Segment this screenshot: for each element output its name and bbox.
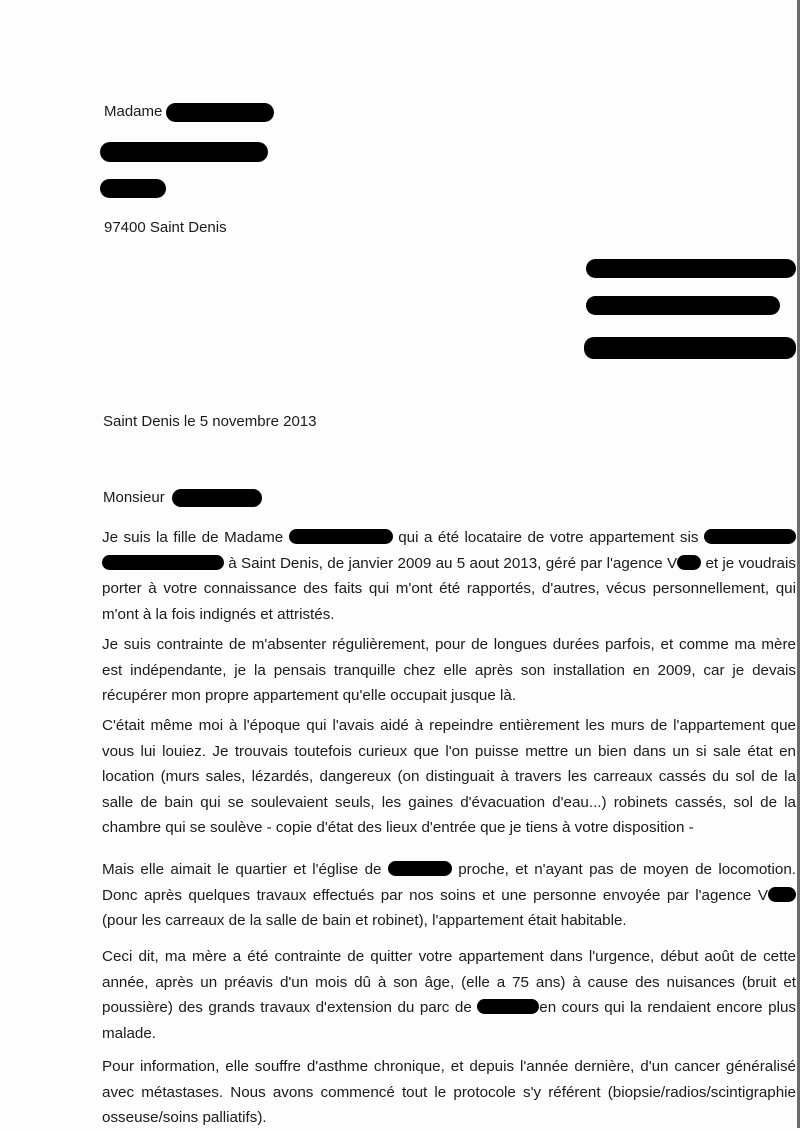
redacted-recipient-street: [586, 296, 780, 315]
redacted-recipient-surname: [172, 489, 262, 507]
paragraph-4-text-a: Mais elle aimait le quartier et l'église de: [102, 861, 382, 878]
paragraph-4-text-b: proche, et n'ayant pas de moyen de locomotion. Donc après quelques travaux effectués par nos soins et une personne envoyée par l'agence V: [102, 861, 796, 904]
paragraph-3: C'était même moi à l'époque qui l'avais aidé à repeindre entièrement les murs de l'appartement que vous lui louiez. Je trouvais toutefois curieux que l'on puisse mettre un bien dans un si sale état en location (murs sales, lézardés, dangereux (on distinguait à travers les carreaux cassés du sol de la salle de bain qui se soulevaient seuls, les gaines d'évacuation d'eau...) robinets cassés, sol de la chambre qui se soulève - copie d'état des lieux d'entrée que je tiens à votre disposition -: [102, 717, 796, 836]
paragraph-6: Pour information, elle souffre d'asthme chronique, et depuis l'année dernière, d'un cancer généralisé avec métastases. Nous avons commencé tout le protocole s'y référent (biopsie/radios/scintigraphie osseuse/soins palliatifs).: [102, 1058, 796, 1126]
salutation: Monsieur: [103, 489, 165, 506]
redacted-recipient-city: [584, 337, 796, 359]
paragraph-5: [102, 944, 796, 1046]
paragraph-1: [102, 525, 796, 627]
paragraph-2: Je suis contrainte de m'absenter régulièrement, pour de longues durées parfois, et comme ma mère est indépendante, je la pensais tranquille chez elle après son installation en 2009, car je devais récupérer mon propre appartement qu'elle occupait jusque là.: [102, 636, 796, 704]
redacted-agency-name-2: [768, 887, 796, 902]
paragraph-1-text-c: à Saint Denis, de janvier 2009 au 5 aout 2013, géré par l'agence V: [228, 554, 678, 572]
paragraph-5-text-b: en cours qui la rendaient encore plus malade.: [102, 999, 796, 1042]
redacted-mother-name: [289, 529, 393, 544]
paragraph-1-text-a: Je suis la fille de Madame: [102, 529, 284, 546]
redacted-sender-street: [100, 142, 268, 162]
paragraph-1-text-b: qui a été locataire de votre appartement sis: [398, 529, 699, 546]
redacted-street-name: [102, 555, 224, 570]
paragraph-5-text-a: Ceci dit, ma mère a été contrainte de quitter votre appartement dans l'urgence, début août de cette année, après un préavis d'un mois dû à son âge, (elle a 75 ans) à cause des nuisances (bruit et poussière) des grands travaux d'extension du parc de: [102, 948, 796, 1016]
redacted-park-name: [477, 999, 539, 1014]
redacted-recipient-name: [586, 259, 796, 278]
redacted-sender-address-line: [100, 179, 166, 198]
letter-date: Saint Denis le 5 novembre 2013: [103, 413, 317, 430]
redacted-street-number: [704, 529, 796, 544]
paragraph-4-text-c: (pour les carreaux de la salle de bain et robinet), l'appartement était habitable.: [102, 912, 627, 929]
sender-name-prefix: Madame: [104, 103, 163, 120]
paragraph-4: [102, 857, 796, 934]
paragraph-1-text-d: et je voudrais porter à votre connaissance des faits qui m'ont été rapportés, d'autres, vécus personnellement, qui m'ont à la fois indignés et attristés.: [102, 554, 796, 623]
redacted-church-name: [388, 861, 452, 876]
redacted-agency-name: [677, 555, 701, 570]
redacted-sender-name: [166, 103, 274, 122]
sender-city-line: 97400 Saint Denis: [104, 219, 227, 236]
